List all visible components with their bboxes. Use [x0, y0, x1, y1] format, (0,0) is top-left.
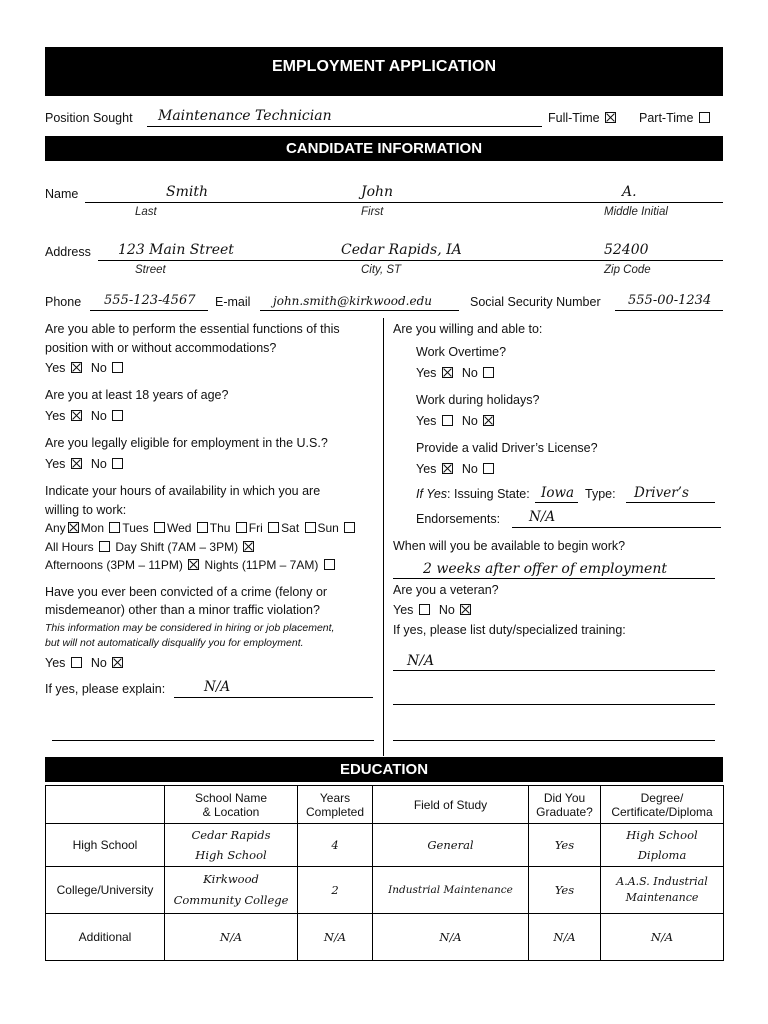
type-label: Type: — [585, 487, 616, 501]
holidays-answer[interactable] — [416, 414, 496, 428]
yes-label: Yes — [45, 409, 66, 423]
last-name-value[interactable]: Smith — [166, 184, 208, 200]
zip-value[interactable]: 52400 — [604, 242, 649, 258]
header-cell: Years Completed — [298, 786, 373, 824]
street-caption: Street — [135, 264, 166, 276]
years-cell[interactable]: 2 — [298, 867, 373, 914]
no-label: No — [438, 603, 455, 617]
middle-initial-value[interactable]: A. — [622, 184, 637, 200]
crime-note-line2: but will not automatically disqualify you for employment. — [45, 637, 304, 649]
years-cell[interactable]: 4 — [298, 824, 373, 867]
table-header-row — [46, 786, 724, 824]
no-checkbox[interactable] — [112, 362, 123, 373]
field-cell[interactable]: Industrial Maintenance — [373, 867, 529, 914]
duty-line-3[interactable] — [393, 740, 715, 741]
zip-caption: Zip Code — [604, 264, 651, 276]
type-line — [626, 502, 715, 503]
header-cell: Did You Graduate? — [529, 786, 601, 824]
full-time-option[interactable] — [548, 111, 618, 125]
q-eligible: Are you legally eligible for employment in the U.S.? — [45, 436, 328, 450]
afternoons-label: Afternoons (3PM – 11PM) — [45, 558, 183, 572]
mon-checkbox[interactable] — [109, 522, 120, 533]
q-eligible-answer[interactable] — [45, 457, 125, 471]
yes-label: Yes — [416, 414, 437, 428]
nights-checkbox[interactable] — [324, 559, 335, 570]
holidays-question: Work during holidays? — [416, 393, 540, 407]
yes-label: Yes — [45, 656, 66, 670]
row-label: High School — [46, 824, 165, 867]
school-cell[interactable]: Kirkwood Community College — [165, 867, 298, 914]
row-label: College/University — [46, 867, 165, 914]
crime-answer[interactable] — [45, 656, 125, 670]
position-line — [147, 126, 542, 127]
explain-value[interactable]: N/A — [204, 679, 231, 695]
part-time-checkbox[interactable] — [699, 112, 710, 123]
duty-question: If yes, please list duty/specialized training: — [393, 623, 626, 637]
education-header — [45, 757, 723, 782]
no-label: No — [90, 457, 107, 471]
duty-value[interactable]: N/A — [407, 653, 435, 669]
overtime-answer[interactable] — [416, 366, 496, 380]
phone-value[interactable]: 555-123-4567 — [104, 293, 196, 308]
school-cell[interactable]: Cedar Rapids High School — [165, 824, 298, 867]
any-checkbox[interactable] — [68, 522, 79, 533]
shift-row-2[interactable] — [45, 558, 337, 572]
issuing-state-line — [535, 502, 578, 503]
email-value[interactable]: john.smith@kirkwood.edu — [273, 294, 432, 308]
field-cell[interactable]: General — [373, 824, 529, 867]
no-label: No — [90, 409, 107, 423]
fri-checkbox[interactable] — [268, 522, 279, 533]
q-essential-functions-line2: position with or without accommodations? — [45, 341, 277, 355]
middle-caption: Middle Initial — [604, 206, 668, 218]
endorsements-label: Endorsements: — [416, 512, 501, 526]
begin-work-line — [393, 578, 715, 579]
no-checkbox[interactable] — [483, 415, 494, 426]
degree-cell[interactable]: N/A — [601, 914, 724, 961]
thu-label: Thu — [209, 521, 231, 535]
day-shift-label: Day Shift (7AM – 3PM) — [115, 540, 239, 554]
position-value[interactable]: Maintenance Technician — [158, 108, 332, 124]
field-cell[interactable]: N/A — [373, 914, 529, 961]
afternoons-checkbox[interactable] — [188, 559, 199, 570]
veteran-answer[interactable] — [393, 603, 473, 617]
position-label: Position Sought — [45, 111, 133, 125]
no-label: No — [90, 361, 107, 375]
license-question: Provide a valid Driver’s License? — [416, 441, 598, 455]
no-checkbox[interactable] — [112, 458, 123, 469]
full-time-checkbox[interactable] — [605, 112, 616, 123]
yes-label: Yes — [393, 603, 414, 617]
no-checkbox[interactable] — [112, 657, 123, 668]
mon-label: Mon — [80, 521, 105, 535]
row-label: Additional — [46, 914, 165, 961]
crime-q-line2: misdemeanor) other than a minor traffic violation? — [45, 603, 320, 617]
header-cell — [46, 786, 165, 824]
yes-checkbox[interactable] — [442, 367, 453, 378]
phone-label: Phone — [45, 295, 82, 309]
table-row — [46, 867, 724, 914]
explain-line — [174, 697, 373, 698]
header-cell: Degree/ Certificate/Diploma — [601, 786, 724, 824]
header-cell: School Name & Location — [165, 786, 298, 824]
crime-q-line1: Have you ever been convicted of a crime (felony or — [45, 585, 328, 599]
sat-checkbox[interactable] — [305, 522, 316, 533]
any-label: Any — [45, 521, 66, 535]
issuing-state-row — [416, 487, 530, 501]
all-hours-label: All Hours — [45, 540, 94, 554]
willing-question: Are you willing and able to: — [393, 322, 543, 336]
q-essential-functions-line1: Are you able to perform the essential functions of this — [45, 322, 340, 336]
degree-cell[interactable]: A.A.S. Industrial Maintenance — [601, 867, 724, 914]
fri-label: Fri — [248, 521, 263, 535]
address-label: Address — [45, 245, 91, 259]
yes-checkbox[interactable] — [71, 410, 82, 421]
endorsements-line — [512, 527, 721, 528]
duty-line-2[interactable] — [393, 704, 715, 705]
endorsements-value[interactable]: N/A — [529, 509, 556, 525]
page-title: EMPLOYMENT APPLICATION — [272, 58, 496, 75]
sun-checkbox[interactable] — [344, 522, 355, 533]
sun-label: Sun — [317, 521, 339, 535]
yes-label: Yes — [45, 361, 66, 375]
yes-checkbox[interactable] — [71, 362, 82, 373]
part-time-option[interactable] — [639, 111, 712, 125]
candidate-header-text: CANDIDATE INFORMATION — [285, 140, 483, 157]
email-label: E-mail — [215, 295, 251, 309]
column-divider — [383, 318, 384, 756]
ssn-line — [615, 310, 723, 311]
yes-checkbox[interactable] — [442, 463, 453, 474]
if-yes-label: If Yes — [416, 487, 448, 501]
duty-line-1 — [393, 670, 715, 671]
explain-label: If yes, please explain: — [45, 682, 166, 696]
ssn-label: Social Security Number — [470, 295, 601, 309]
all-hours-checkbox[interactable] — [99, 541, 110, 552]
yes-checkbox[interactable] — [71, 657, 82, 668]
availability-line2: willing to work: — [45, 503, 127, 517]
graduated-cell[interactable]: Yes — [529, 824, 601, 867]
crime-note-line1: This information may be considered in hiring or job placement, — [45, 622, 335, 634]
phone-line — [90, 310, 208, 311]
table-row — [46, 914, 724, 961]
header-cell: Field of Study — [373, 786, 529, 824]
education-header-text: EDUCATION — [339, 761, 429, 778]
degree-cell[interactable]: High School Diploma — [601, 824, 724, 867]
graduated-cell[interactable]: N/A — [529, 914, 601, 961]
no-label: No — [461, 462, 478, 476]
yes-label: Yes — [416, 462, 437, 476]
no-checkbox[interactable] — [483, 367, 494, 378]
no-checkbox[interactable] — [483, 463, 494, 474]
yes-checkbox[interactable] — [419, 604, 430, 615]
email-line — [260, 310, 459, 311]
school-cell[interactable]: N/A — [165, 914, 298, 961]
days-row[interactable] — [45, 521, 357, 535]
no-label: No — [461, 366, 478, 380]
yes-checkbox[interactable] — [442, 415, 453, 426]
tues-label: Tues — [122, 521, 149, 535]
candidate-header — [45, 136, 723, 161]
first-caption: First — [361, 206, 384, 218]
wed-checkbox[interactable] — [197, 522, 208, 533]
license-answer[interactable] — [416, 462, 496, 476]
thu-checkbox[interactable] — [236, 522, 247, 533]
yes-label: Yes — [45, 457, 66, 471]
city-value[interactable]: Cedar Rapids, IA — [341, 242, 462, 258]
part-time-label: Part-Time — [639, 111, 694, 125]
years-cell[interactable]: N/A — [298, 914, 373, 961]
explain-line-2[interactable] — [52, 740, 374, 741]
no-checkbox[interactable] — [112, 410, 123, 421]
issuing-state-label: : Issuing State: — [447, 487, 530, 501]
begin-work-question: When will you be available to begin work? — [393, 539, 626, 553]
yes-checkbox[interactable] — [71, 458, 82, 469]
type-value[interactable]: Driver’s — [634, 485, 689, 501]
yes-label: Yes — [416, 366, 437, 380]
issuing-state-value[interactable]: Iowa — [541, 485, 575, 501]
no-checkbox[interactable] — [460, 604, 471, 615]
day-shift-checkbox[interactable] — [243, 541, 254, 552]
street-value[interactable]: 123 Main Street — [118, 242, 234, 258]
q-age-answer[interactable] — [45, 409, 125, 423]
no-label: No — [461, 414, 478, 428]
shift-row-1[interactable] — [45, 540, 256, 554]
begin-work-value[interactable]: 2 weeks after offer of employment — [423, 561, 667, 577]
availability-line1: Indicate your hours of availability in which you are — [45, 484, 321, 498]
nights-label: Nights (11PM – 7AM) — [204, 558, 319, 572]
graduated-cell[interactable]: Yes — [529, 867, 601, 914]
city-caption: City, ST — [361, 264, 402, 276]
title-bar — [45, 47, 723, 96]
first-name-value[interactable]: John — [361, 184, 394, 200]
overtime-question: Work Overtime? — [416, 345, 507, 359]
q-essential-functions-answer[interactable] — [45, 361, 125, 375]
wed-label: Wed — [166, 521, 192, 535]
q-age: Are you at least 18 years of age? — [45, 388, 229, 402]
address-line — [98, 260, 723, 261]
ssn-value[interactable]: 555-00-1234 — [628, 293, 712, 308]
no-label: No — [90, 656, 107, 670]
tues-checkbox[interactable] — [154, 522, 165, 533]
education-table — [45, 785, 724, 961]
table-row — [46, 824, 724, 867]
last-caption: Last — [135, 206, 157, 218]
veteran-question: Are you a veteran? — [393, 583, 499, 597]
name-line — [85, 202, 723, 203]
name-label: Name — [45, 187, 79, 201]
full-time-label: Full-Time — [548, 111, 600, 125]
sat-label: Sat — [281, 521, 300, 535]
